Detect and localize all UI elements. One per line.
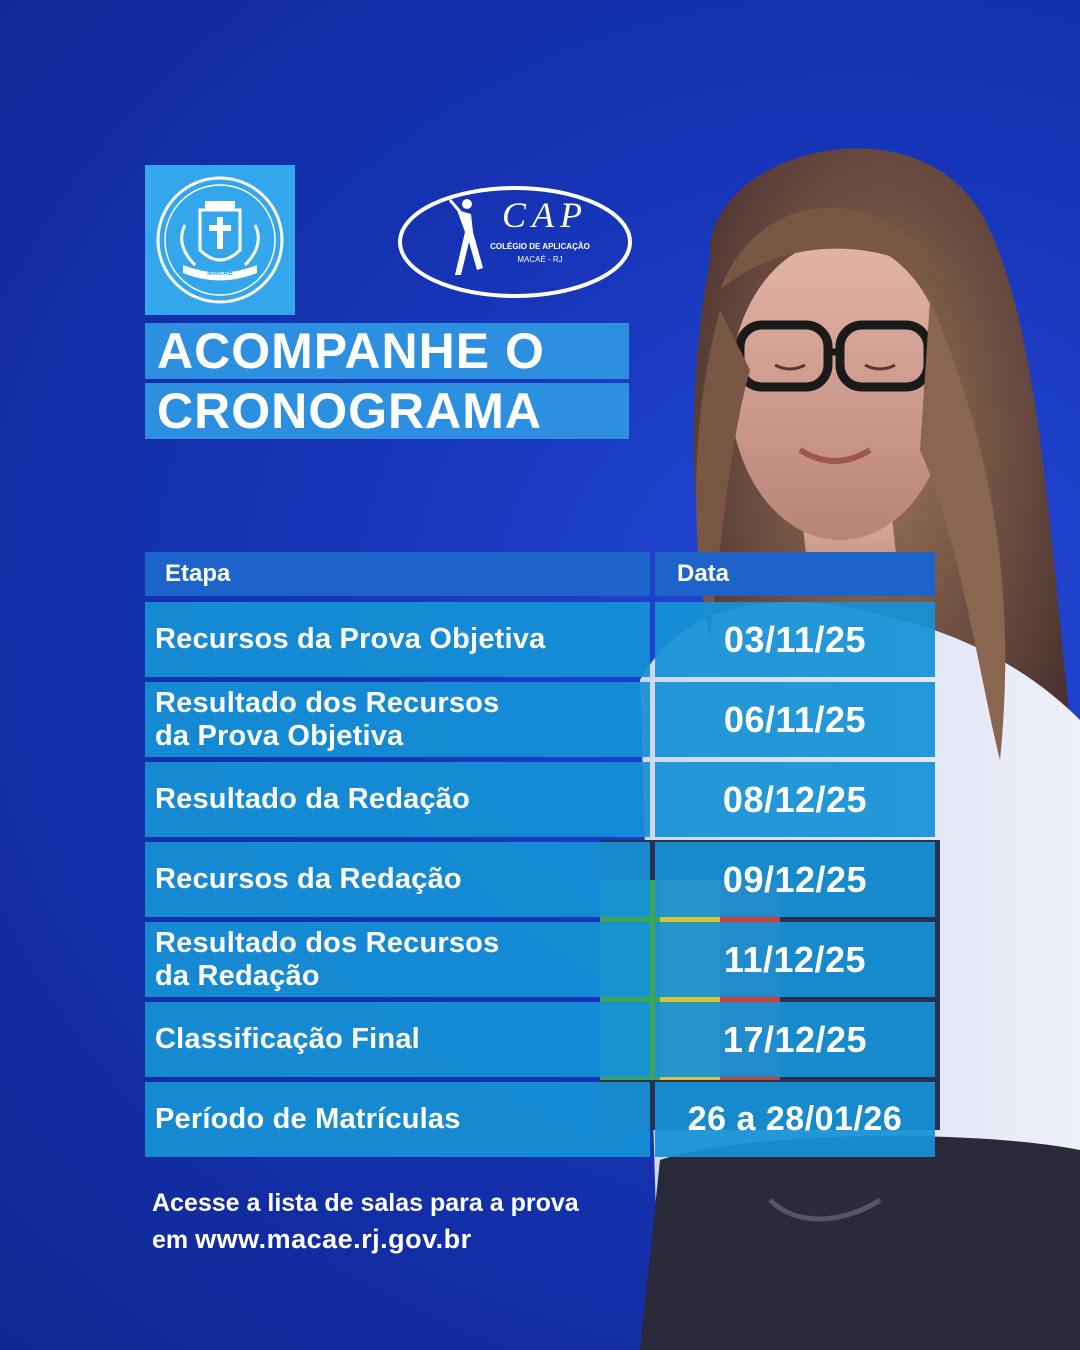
website-link[interactable]: www.macae.rj.gov.br bbox=[195, 1224, 472, 1254]
row-data: 26 a 28/01/26 bbox=[655, 1082, 935, 1157]
person-icon bbox=[450, 199, 483, 275]
row-etapa: Período de Matrículas bbox=[145, 1082, 650, 1157]
row-etapa: Resultado da Redação bbox=[145, 762, 650, 837]
headline-line-2 bbox=[145, 383, 629, 439]
row-data: 06/11/25 bbox=[655, 682, 935, 757]
row-data: 03/11/25 bbox=[655, 602, 935, 677]
table-row bbox=[145, 682, 935, 757]
row-etapa: Recursos da Redação bbox=[145, 842, 650, 917]
row-data: 08/12/25 bbox=[655, 762, 935, 837]
footer-line-1: Acesse a lista de salas para a prova bbox=[152, 1189, 579, 1217]
footer-line-2 bbox=[152, 1221, 579, 1258]
macae-seal-logo bbox=[145, 165, 295, 315]
cap-name: CAP bbox=[502, 195, 588, 235]
table-row bbox=[145, 1082, 935, 1157]
cap-subtitle: COLÉGIO DE APLICAÇÃO bbox=[490, 242, 590, 251]
footer-prefix: em bbox=[152, 1226, 196, 1254]
table-row bbox=[145, 602, 935, 677]
macae-seal-text: MACAÉ bbox=[207, 270, 233, 277]
row-etapa: Resultado dos Recursos da Prova Objetiva bbox=[145, 682, 650, 757]
table-row bbox=[145, 1002, 935, 1077]
macae-seal-icon bbox=[145, 165, 295, 315]
table-header bbox=[145, 552, 935, 596]
row-data: 17/12/25 bbox=[655, 1002, 935, 1077]
row-etapa: Recursos da Prova Objetiva bbox=[145, 602, 650, 677]
headline-text-1: ACOMPANHE O bbox=[157, 323, 545, 379]
footer-note bbox=[152, 1185, 579, 1258]
header-etapa: Etapa bbox=[145, 552, 650, 596]
row-etapa: Classificação Final bbox=[145, 1002, 650, 1077]
cap-location: MACAÉ - RJ bbox=[517, 255, 563, 264]
row-etapa: Resultado dos Recursos da Redação bbox=[145, 922, 650, 997]
schedule-table bbox=[145, 552, 935, 1162]
table-row bbox=[145, 762, 935, 837]
headline-text-2: CRONOGRAMA bbox=[157, 383, 542, 439]
table-row bbox=[145, 922, 935, 997]
header-data: Data bbox=[655, 552, 935, 596]
row-data: 11/12/25 bbox=[655, 922, 935, 997]
row-data: 09/12/25 bbox=[655, 842, 935, 917]
table-row bbox=[145, 842, 935, 917]
headline-line-1 bbox=[145, 323, 629, 379]
cap-logo bbox=[395, 180, 635, 300]
